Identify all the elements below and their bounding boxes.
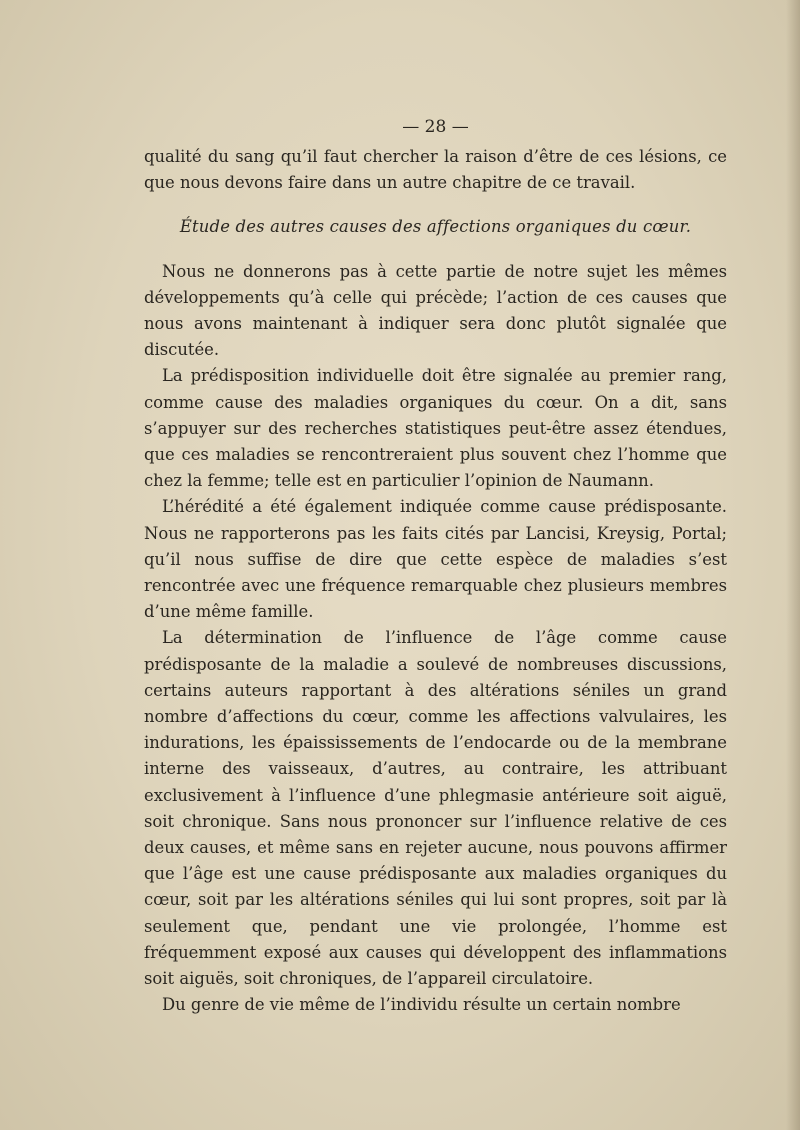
page-edge-shadow: [786, 0, 800, 1130]
page-number: — 28 —: [402, 117, 469, 137]
paragraph-age: La détermination de l’influence de l’âge comme cause prédisposante de la maladie a soulevé de nombreuses discussions, certains auteurs rapportant à des altérations séniles un grand nombre d’affections du cœur, comme les affections valvulaires, les indurations, les épaississements de l’endocarde ou de la membrane interne des vaisseaux, d’autres, au contraire, les attribuant exclusivement à l’influence d’une phlegmasie antérieure soit aiguë, soit chronique. Sans nous prononcer sur l’influence relative de ces deux causes, et même sans en rejeter aucune, nous pouvons affirmer que l’âge est une cause prédisposante aux maladies organiques du cœur, soit par les altérations séniles qui lui sont propres, soit par là seulement que, pendant une vie prolongée, l’homme est fréquemment exposé aux causes qui développent des inflammations soit aiguës, soit chroniques, de l’appareil circulatoire.: [144, 628, 727, 989]
paragraph-heredite: L’hérédité a été également indiquée comme cause prédisposante. Nous ne rapporterons pas les faits cités par Lancisi, Kreysig, Portal; qu’il nous suffise de dire que cette espèce de maladies s’est rencontrée avec une fréquence remarquable chez plusieurs membres d’une même famille.: [144, 497, 727, 622]
opening-paragraph: qualité du sang qu’il faut chercher la raison d’être de ces lésions, ce que nous devons faire dans un autre chapitre de ce travail.: [144, 147, 727, 193]
page-text: [144, 112, 727, 1019]
paragraph-developpements: Nous ne donnerons pas à cette partie de notre sujet les mêmes développements qu’à celle qui précède; l’action de ces causes que nous avons maintenant à indiquer sera donc plutôt signalée que discutée.: [144, 261, 727, 360]
paragraph-predisposition: La prédisposition individuelle doit être signalée au premier rang, comme cause des maladies organiques du cœur. On a dit, sans s’appuyer sur des recherches statistiques peut-être assez étendues, que ces maladies se rencontreraient plus souvent chez l’homme que chez la femme; telle est en particulier l’opinion de Naumann.: [144, 366, 727, 491]
section-heading: Étude des autres causes des affections organiques du cœur.: [179, 217, 692, 237]
paragraph-genre-de-vie: Du genre de vie même de l’individu résulte un certain nombre: [162, 995, 681, 1015]
